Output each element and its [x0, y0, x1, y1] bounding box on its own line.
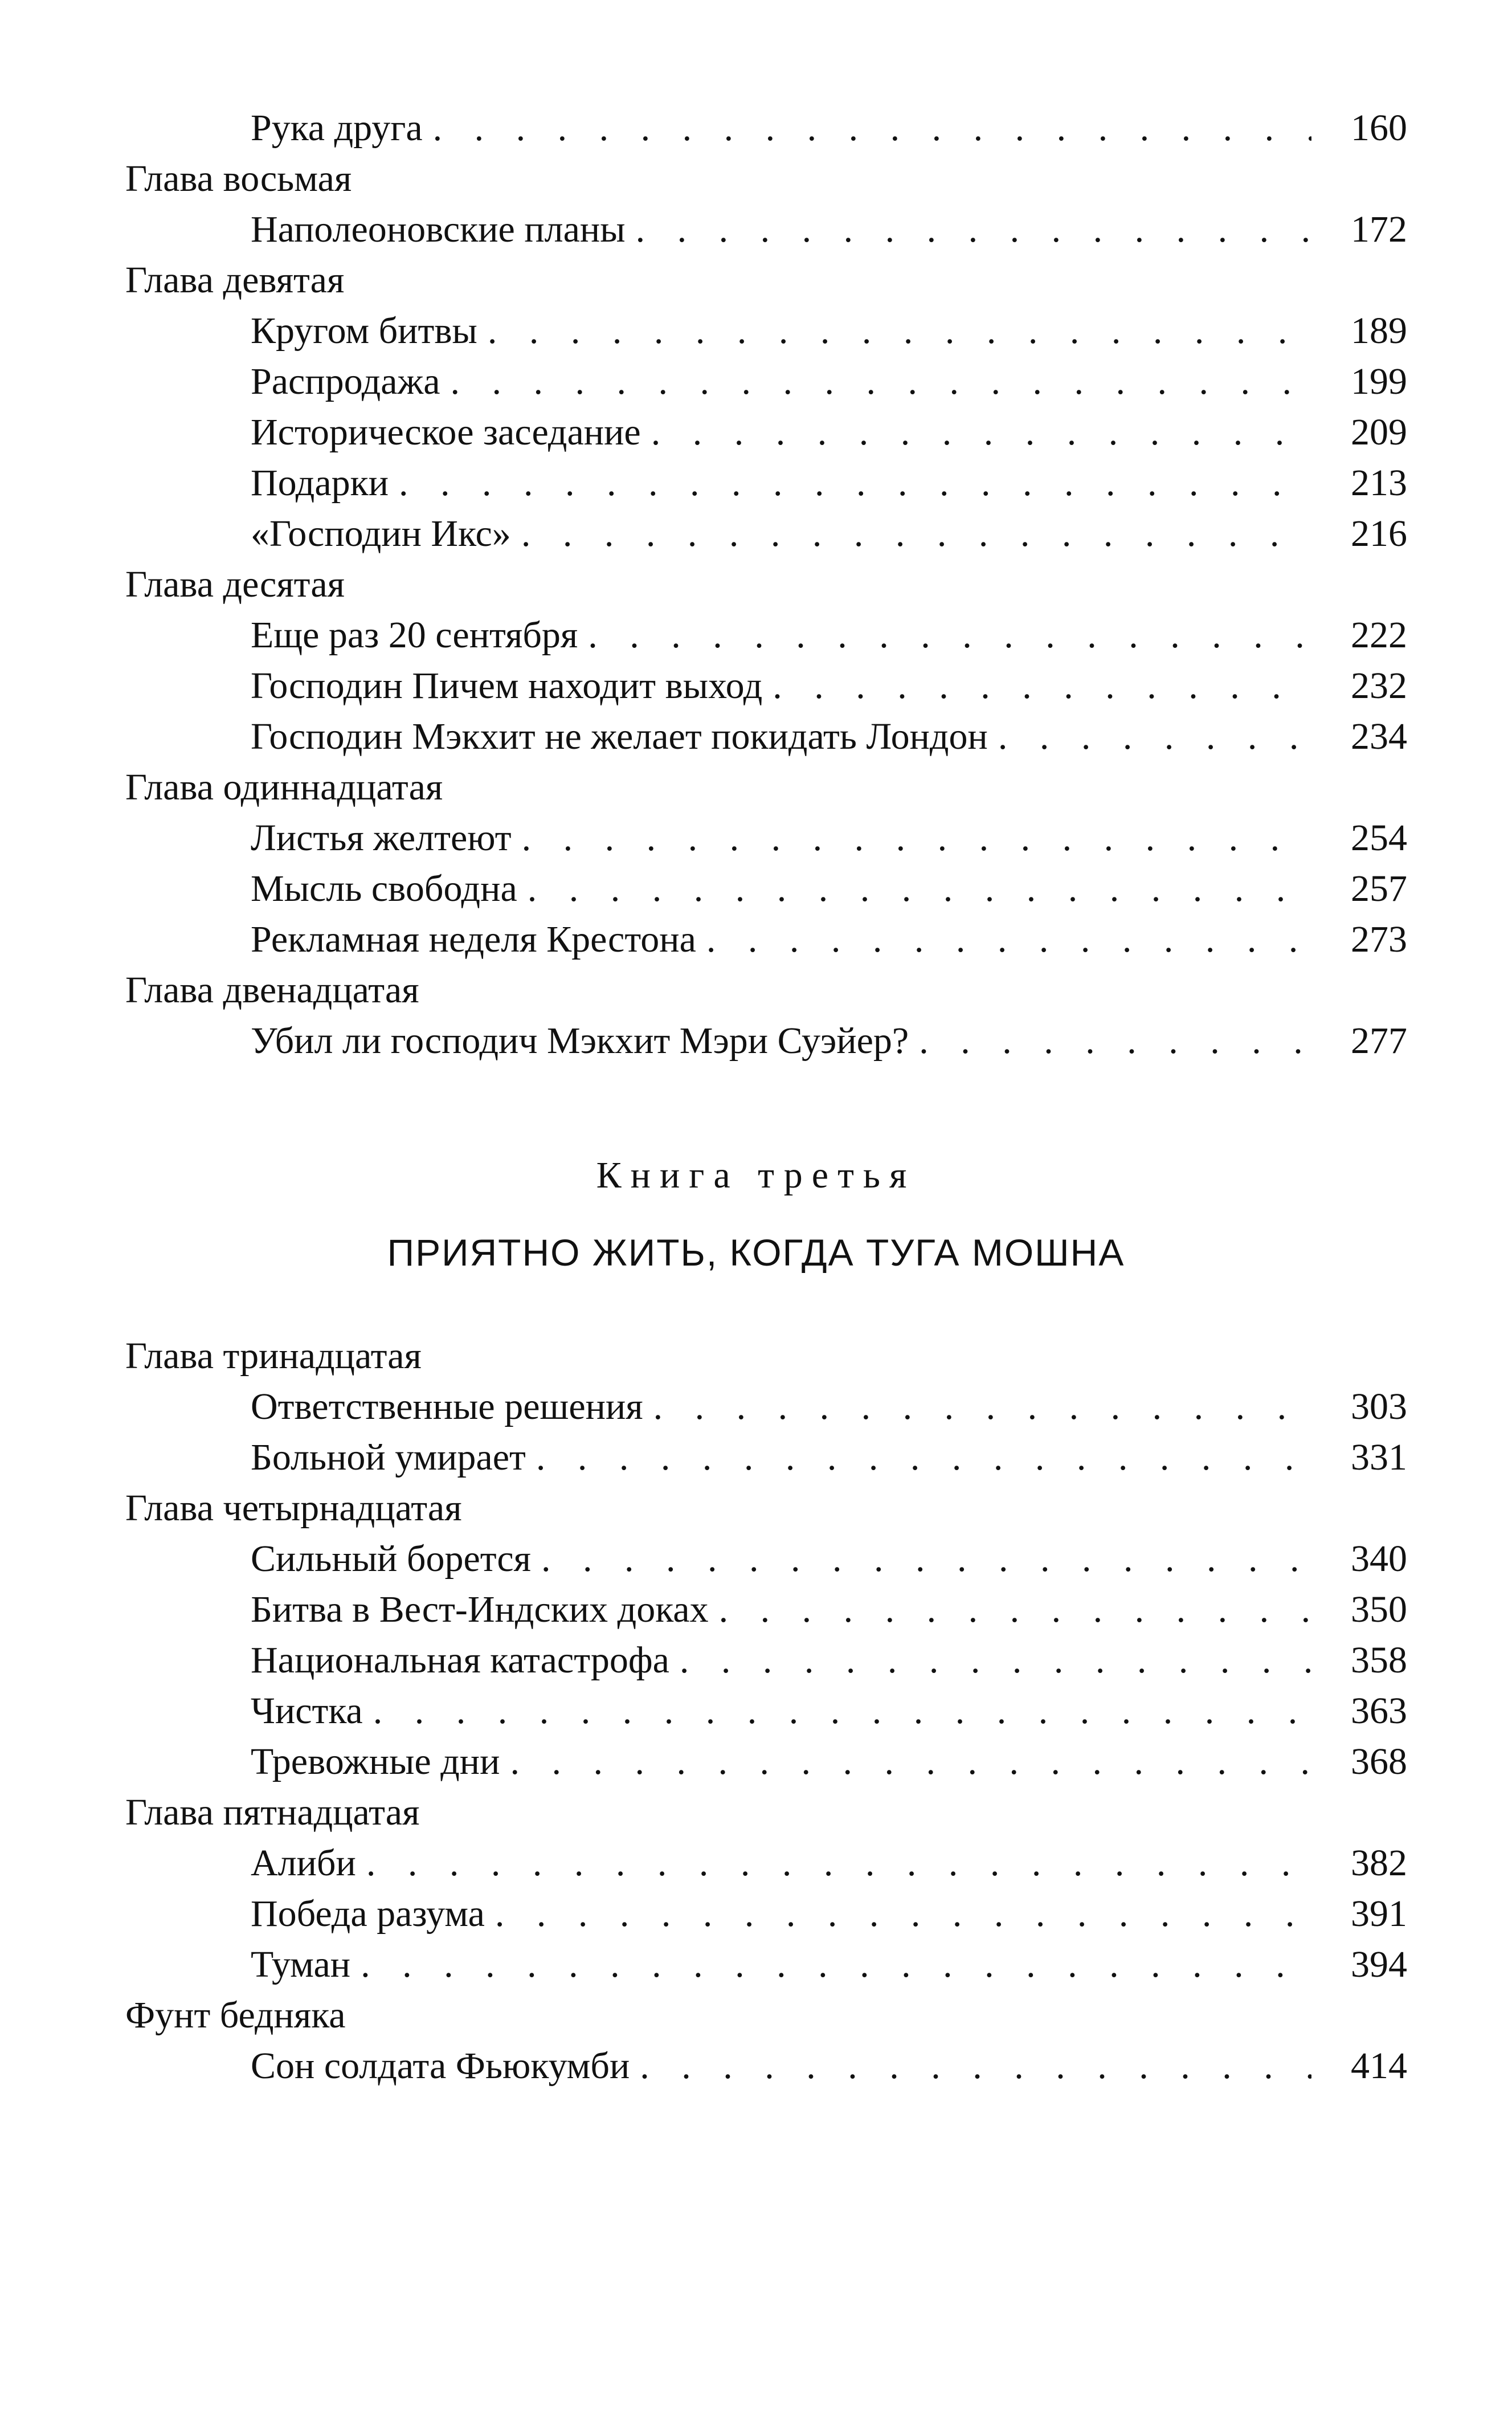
- dot-leader: [536, 1432, 1311, 1483]
- toc-entry: [125, 1888, 1407, 1939]
- toc-entry: [125, 1533, 1407, 1584]
- toc-entry-page-number: 172: [1351, 209, 1407, 250]
- toc-entry: [125, 305, 1407, 356]
- toc-entry: [125, 1939, 1407, 1990]
- toc-entry: [125, 711, 1407, 762]
- toc-entry-page-number: 199: [1351, 361, 1407, 402]
- toc-entry-page-number: 273: [1351, 919, 1407, 960]
- toc-entry-title: Национальная катастрофа: [251, 1639, 669, 1681]
- dot-leader: [488, 305, 1311, 356]
- toc-entry-title: Кругом битвы: [251, 310, 477, 352]
- dot-leader: [640, 2041, 1311, 2091]
- toc-entry-title: Листья желтеют: [251, 817, 512, 859]
- toc-entry: [125, 508, 1407, 559]
- chapter-heading: Глава девятая: [125, 259, 345, 301]
- toc-entry-title: Сон солдата Фьюкумби: [251, 2045, 630, 2087]
- toc-entry-title: Мысль свободна: [251, 868, 517, 909]
- toc-entry-title: Битва в Вест-Индских доках: [251, 1589, 709, 1630]
- dot-leader: [998, 711, 1311, 762]
- toc-entry-title: Наполеоновские планы: [251, 209, 626, 250]
- toc-entry-page-number: 391: [1351, 1893, 1407, 1935]
- toc-entry-page-number: 394: [1351, 1944, 1407, 1985]
- toc-entry: [125, 610, 1407, 660]
- toc-entry: [125, 1635, 1407, 1686]
- dot-leader: [521, 508, 1311, 559]
- chapter-heading: Глава двенадцатая: [125, 969, 419, 1011]
- chapter-heading: Глава пятнадцатая: [125, 1792, 420, 1833]
- toc-entry-page-number: 414: [1351, 2045, 1407, 2087]
- dot-leader: [528, 863, 1311, 914]
- dot-leader: [541, 1533, 1311, 1584]
- toc-entry: [125, 1015, 1407, 1066]
- toc-entry-page-number: 222: [1351, 614, 1407, 656]
- dot-leader: [510, 1736, 1311, 1787]
- toc-entry: [125, 1838, 1407, 1888]
- book-title: ПРИЯТНО ЖИТЬ, КОГДА ТУГА МОШНА: [387, 1231, 1125, 1274]
- toc-entry-page-number: 303: [1351, 1386, 1407, 1427]
- toc-entry-title: Распродажа: [251, 361, 440, 402]
- toc-entry-title: Алиби: [251, 1842, 356, 1884]
- toc-entry-title: Ответственные решения: [251, 1386, 643, 1427]
- toc-entry: [125, 356, 1407, 407]
- toc-entry-title: Подарки: [251, 462, 389, 504]
- toc-section-one: [125, 103, 1407, 1066]
- toc-entry: [125, 1584, 1407, 1635]
- dot-leader: [773, 660, 1311, 711]
- dot-leader: [653, 1381, 1311, 1432]
- toc-entry-title: Господин Мэкхит не желает покидать Лондон: [251, 716, 988, 757]
- toc-entry: [125, 660, 1407, 711]
- toc-entry-title: Больной умирает: [251, 1437, 526, 1478]
- toc-entry-title: Рекламная неделя Крестона: [251, 919, 696, 960]
- dot-leader: [522, 813, 1311, 863]
- toc-entry: [125, 1736, 1407, 1787]
- toc-entry-title: Историческое заседание: [251, 411, 641, 453]
- dot-leader: [373, 1686, 1311, 1736]
- toc-entry: [125, 1432, 1407, 1483]
- toc-entry-page-number: 234: [1351, 716, 1407, 757]
- toc-entry-title: Тревожные дни: [251, 1741, 500, 1782]
- dot-leader: [433, 103, 1311, 153]
- toc-entry: [125, 458, 1407, 508]
- toc-entry-page-number: 209: [1351, 411, 1407, 453]
- toc-entry-title: Еще раз 20 сентября: [251, 614, 578, 656]
- dot-leader: [450, 356, 1311, 407]
- chapter-heading: Глава тринадцатая: [125, 1335, 422, 1377]
- toc-entry-page-number: 213: [1351, 462, 1407, 504]
- toc-entry: [125, 204, 1407, 255]
- dot-leader: [706, 914, 1311, 965]
- dot-leader: [361, 1939, 1311, 1990]
- toc-entry: [125, 2041, 1407, 2091]
- chapter-heading: Глава четырнадцатая: [125, 1487, 462, 1529]
- dot-leader: [636, 204, 1311, 255]
- dot-leader: [919, 1015, 1311, 1066]
- toc-entry-page-number: 358: [1351, 1639, 1407, 1681]
- toc-entry-page-number: 340: [1351, 1538, 1407, 1580]
- toc-entry-page-number: 216: [1351, 513, 1407, 554]
- toc-entry-title: Победа разума: [251, 1893, 485, 1935]
- dot-leader: [366, 1838, 1311, 1888]
- toc-entry: [125, 914, 1407, 965]
- toc-entry: [125, 1381, 1407, 1432]
- dot-leader: [719, 1584, 1311, 1635]
- toc-entry-page-number: 189: [1351, 310, 1407, 352]
- book-part-label: Книга третья: [596, 1154, 916, 1196]
- toc-entry: [125, 813, 1407, 863]
- toc-entry-page-number: 382: [1351, 1842, 1407, 1884]
- toc-entry-title: Туман: [251, 1944, 351, 1985]
- toc-entry-page-number: 331: [1351, 1437, 1407, 1478]
- dot-leader: [680, 1635, 1311, 1686]
- dot-leader: [651, 407, 1311, 458]
- dot-leader: [399, 458, 1311, 508]
- dot-leader: [588, 610, 1311, 660]
- chapter-heading: Глава десятая: [125, 564, 345, 605]
- toc-entry-title: Чистка: [251, 1690, 363, 1732]
- toc-entry-page-number: 160: [1351, 107, 1407, 149]
- chapter-heading: Глава восьмая: [125, 158, 352, 199]
- toc-entry: [125, 407, 1407, 458]
- toc-entry-title: Господин Пичем находит выход: [251, 665, 763, 707]
- toc-entry-title: «Господин Икс»: [251, 513, 511, 554]
- toc-entry-page-number: 368: [1351, 1741, 1407, 1782]
- toc-entry: [125, 1686, 1407, 1736]
- toc-entry-title: Сильный борется: [251, 1538, 532, 1580]
- toc-entry: [125, 863, 1407, 914]
- toc-entry-page-number: 277: [1351, 1020, 1407, 1062]
- chapter-heading: Фунт бедняка: [125, 1994, 346, 2036]
- toc-entry-title: Убил ли господич Мэкхит Мэри Суэйер?: [251, 1020, 909, 1062]
- toc-entry-page-number: 350: [1351, 1589, 1407, 1630]
- toc-entry: [125, 103, 1407, 153]
- toc-entry-title: Рука друга: [251, 107, 423, 149]
- chapter-heading: Глава одиннадцатая: [125, 766, 443, 808]
- toc-section-two: [125, 1331, 1407, 2091]
- toc-entry-page-number: 257: [1351, 868, 1407, 909]
- toc-entry-page-number: 363: [1351, 1690, 1407, 1732]
- toc-entry-page-number: 254: [1351, 817, 1407, 859]
- dot-leader: [495, 1888, 1311, 1939]
- toc-entry-page-number: 232: [1351, 665, 1407, 707]
